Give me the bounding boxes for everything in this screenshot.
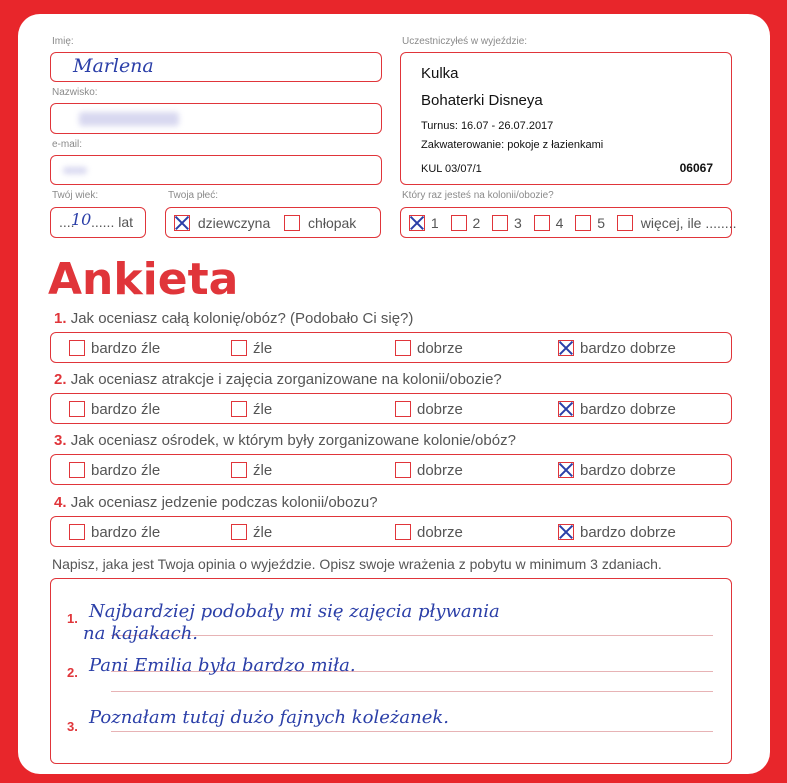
q1-option-bad: źle: [253, 339, 273, 357]
surname-label: Nazwisko:: [52, 87, 98, 98]
visit-checkbox-1[interactable]: [409, 215, 425, 231]
visit-field: [400, 207, 737, 238]
q3-checkbox-very-bad[interactable]: [69, 462, 85, 478]
survey-title: Ankieta: [48, 254, 239, 305]
age-suffix: ...... lat: [91, 214, 134, 230]
gender-label: Twoja płeć:: [168, 190, 219, 201]
visit-option-2: 2: [472, 215, 481, 232]
rule-line: [111, 691, 713, 692]
age-value: 10: [71, 210, 92, 229]
gender-checkbox-boy[interactable]: [284, 215, 300, 231]
survey-sheet: [18, 14, 770, 774]
q4-option-very-bad: bardzo źle: [91, 523, 161, 541]
question-1-options: [50, 332, 732, 363]
visit-checkbox-2[interactable]: [451, 215, 467, 231]
opinion-2-num: 2.: [67, 665, 78, 680]
q1-option-very-bad: bardzo źle: [91, 339, 161, 357]
q2-option-very-good: bardzo dobrze: [580, 400, 676, 418]
q4-checkbox-bad[interactable]: [231, 524, 247, 540]
name-field[interactable]: [50, 52, 382, 82]
q3-checkbox-bad[interactable]: [231, 462, 247, 478]
q1-checkbox-very-good[interactable]: [558, 340, 574, 356]
q3-option-very-bad: bardzo źle: [91, 461, 161, 479]
trip-line1: Kulka: [421, 65, 459, 82]
age-label: Twój wiek:: [52, 190, 99, 201]
opinion-prompt: Napisz, jaka jest Twoja opinia o wyjeździe. Opisz swoje wrażenia z pobytu w minimum 3 zdaniach.: [52, 556, 662, 572]
opinion-1-text: Najbardziej podobały mi się zajęcia pływania: [89, 601, 500, 622]
q1-option-good: dobrze: [417, 339, 463, 357]
question-1-num: 1.: [54, 310, 67, 327]
rule-line: [111, 731, 713, 732]
question-2-num: 2.: [54, 371, 67, 388]
q2-checkbox-bad[interactable]: [231, 401, 247, 417]
visit-option-3: 3: [514, 215, 522, 232]
q4-checkbox-very-bad[interactable]: [69, 524, 85, 540]
question-4-options: [50, 516, 732, 547]
opinion-3-text: Poznałam tutaj dużo fajnych koleżanek.: [89, 707, 450, 728]
participant-label: Uczestniczyłeś w wyjeździe:: [402, 36, 528, 47]
trip-line2: Bohaterki Disneya: [421, 92, 543, 109]
surname-field[interactable]: [50, 103, 382, 134]
question-4-label: Jak oceniasz jedzenie podczas kolonii/obozu?: [70, 494, 378, 511]
q2-option-bad: źle: [253, 400, 273, 418]
q3-option-bad: źle: [253, 461, 273, 479]
opinion-box[interactable]: [50, 578, 732, 764]
opinion-3-num: 3.: [67, 719, 78, 734]
q1-checkbox-very-bad[interactable]: [69, 340, 85, 356]
question-3-label: Jak oceniasz ośrodek, w którym były zorganizowane kolonie/obóz?: [70, 432, 516, 449]
q1-option-very-good: bardzo dobrze: [580, 339, 676, 357]
q3-checkbox-very-good[interactable]: [558, 462, 574, 478]
trip-info-box: [400, 52, 732, 185]
age-field[interactable]: [50, 207, 146, 238]
question-2-label: Jak oceniasz atrakcje i zajęcia zorganizowane na kolonii/obozie?: [70, 371, 502, 388]
q2-checkbox-good[interactable]: [395, 401, 411, 417]
question-3-num: 3.: [54, 432, 67, 449]
question-1-text: [54, 310, 413, 327]
q2-checkbox-very-bad[interactable]: [69, 401, 85, 417]
q3-checkbox-good[interactable]: [395, 462, 411, 478]
gender-option-girl: dziewczyna: [197, 215, 271, 232]
visit-option-5: 5: [597, 215, 605, 232]
visit-label: Który raz jesteś na kolonii/obozie?: [402, 190, 554, 201]
visit-checkbox-4[interactable]: [534, 215, 550, 231]
visit-checkbox-more[interactable]: [617, 215, 633, 231]
opinion-1-cont: na kajakach.: [83, 623, 199, 644]
q3-option-very-good: bardzo dobrze: [580, 461, 676, 479]
gender-field: [165, 207, 381, 238]
rule-line: [111, 635, 713, 636]
q2-option-good: dobrze: [417, 400, 463, 418]
gender-option-boy: chłopak: [308, 215, 357, 232]
trip-accommodation: Zakwaterowanie: pokoje z łazienkami: [421, 139, 604, 151]
gender-checkbox-girl[interactable]: [174, 215, 190, 231]
visit-option-more: więcej, ile ........: [640, 215, 737, 232]
question-3-options: [50, 454, 732, 485]
q4-option-bad: źle: [253, 523, 273, 541]
trip-number: 06067: [679, 161, 713, 175]
q4-checkbox-good[interactable]: [395, 524, 411, 540]
opinion-1-num: 1.: [67, 611, 78, 626]
q4-option-good: dobrze: [417, 523, 463, 541]
opinion-2-text: Pani Emilia była bardzo miła.: [89, 655, 356, 676]
trip-turnus: Turnus: 16.07 - 26.07.2017: [421, 120, 554, 132]
question-3-text: [54, 432, 516, 449]
question-4-text: [54, 494, 378, 511]
q2-option-very-bad: bardzo źle: [91, 400, 161, 418]
email-label: e-mail:: [52, 139, 83, 150]
q1-checkbox-good[interactable]: [395, 340, 411, 356]
q3-option-good: dobrze: [417, 461, 463, 479]
visit-option-1: 1: [430, 215, 439, 232]
visit-checkbox-3[interactable]: [492, 215, 508, 231]
visit-checkbox-5[interactable]: [575, 215, 591, 231]
redacted-email: [63, 167, 87, 174]
q4-checkbox-very-good[interactable]: [558, 524, 574, 540]
question-2-options: [50, 393, 732, 424]
question-2-text: [54, 371, 502, 388]
age-prefix: ....: [59, 214, 75, 230]
q2-checkbox-very-good[interactable]: [558, 401, 574, 417]
redacted-surname: [79, 112, 179, 126]
trip-code: KUL 03/07/1: [421, 163, 482, 175]
q4-option-very-good: bardzo dobrze: [580, 523, 676, 541]
question-4-num: 4.: [54, 494, 67, 511]
q1-checkbox-bad[interactable]: [231, 340, 247, 356]
visit-option-4: 4: [555, 215, 564, 232]
name-value: Marlena: [73, 55, 154, 77]
email-field[interactable]: [50, 155, 382, 185]
question-1-label: Jak oceniasz całą kolonię/obóz? (Podobało Ci się?): [70, 310, 414, 327]
name-label: Imię:: [52, 36, 74, 47]
